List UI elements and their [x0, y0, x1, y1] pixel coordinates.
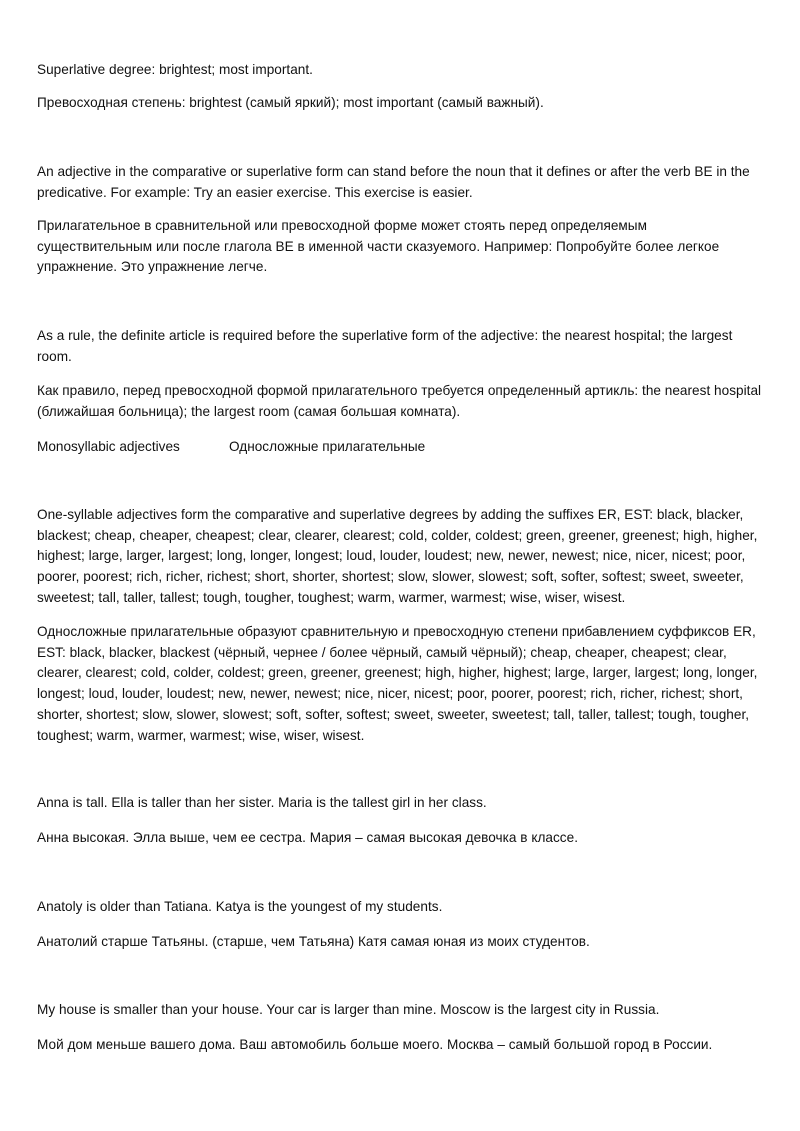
- example-house-en: My house is smaller than your house. Your car is larger than mine. Moscow is the largest city in Russia.: [37, 1002, 660, 1017]
- paragraph-superlative-ru: Превосходная степень: brightest (самый яркий); most important (самый важный).: [37, 95, 544, 110]
- paragraph-article-ru: Как правило, перед превосходной формой прилагательного требуется определенный артикль: the nearest hospital (ближайшая больница); the largest room (самая большая комната).: [37, 383, 762, 419]
- paragraph-position-en: An adjective in the comparative or superlative form can stand before the noun that it defines or after the verb BE in the predicative. For example: Try an easier exercise. This exercise is easier.: [37, 164, 750, 200]
- example-anna-en: Anna is tall. Ella is taller than her sister. Maria is the tallest girl in her class.: [37, 795, 487, 810]
- paragraph-position-ru: Прилагательное в сравнительной или превосходной форме может стоять перед определяемым существительным или после глагола BE в именной части сказуемого. Например: Попробуйте более легкое упражнение. Это упражнение легче.: [37, 218, 720, 275]
- example-anatoly-en: Anatoly is older than Tatiana. Katya is the youngest of my students.: [37, 899, 443, 914]
- paragraph-monosyllabic-en: One-syllable adjectives form the comparative and superlative degrees by adding the suffixes ER, EST: black, blacker, blackest; cheap, cheaper, cheapest; clear, clearer, clearest; cold, colder, coldest; green, greener, greenest; high, higher, highest; large, larger, largest; long, longer, longest; loud, louder, loudest; new, newer, newest; nice, nicer, nicest; poor, poorer, poorest; rich, richer, richest; short, shorter, shortest; slow, slower, slowest; soft, softer, softest; sweet, sweeter, sweetest; tall, taller, tallest; tough, tougher, toughest; warm, warmer, warmest; wise, wiser, wisest.: [37, 507, 758, 605]
- section-heading-row: [37, 437, 763, 458]
- paragraph-article-en: As a rule, the definite article is required before the superlative form of the adjective: the nearest hospital; the largest room.: [37, 328, 733, 364]
- paragraph-monosyllabic-ru: Односложные прилагательные образуют сравнительную и превосходную степени прибавлением суффиксов ER, EST: black, blacker, blackest (чёрный, чернее / более чёрный, самый чёрный); cheap, cheaper, cheapest; clear, clearer, clearest; cold, colder, coldest; green, greener, greenest; high, higher, highest; large, larger, largest; long, longer, longest; loud, louder, loudest; new, newer, newest; nice, nicer, nicest; poor, poorer, poorest; rich, richer, richest; short, shorter, shortest; slow, slower, slowest; soft, softer, softest; sweet, sweeter, sweetest; tall, taller, tallest; tough, tougher, toughest; warm, warmer, warmest; wise, wiser, wisest.: [37, 624, 758, 743]
- section-heading-en: Monosyllabic adjectives: [37, 439, 180, 454]
- example-anna-ru: Анна высокая. Элла выше, чем ее сестра. Мария – самая высокая девочка в классе.: [37, 830, 578, 845]
- section-heading-ru: Односложные прилагательные: [229, 439, 426, 454]
- example-anatoly-ru: Анатолий старше Татьяны. (старше, чем Татьяна) Катя самая юная из моих студентов.: [37, 934, 590, 949]
- example-house-ru: Мой дом меньше вашего дома. Ваш автомобиль больше моего. Москва – самый большой город в России.: [37, 1037, 713, 1052]
- paragraph-superlative-en: Superlative degree: brightest; most important.: [37, 62, 313, 77]
